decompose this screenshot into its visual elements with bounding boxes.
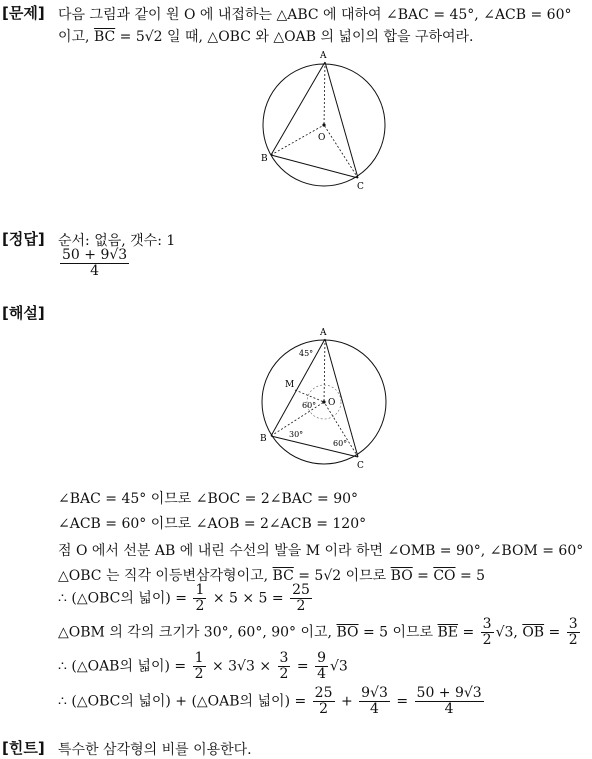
segment-bc: $\overline{BC}$ bbox=[272, 568, 294, 584]
vertex-b-label: B bbox=[261, 154, 268, 164]
side-ac bbox=[325, 62, 358, 178]
segment-co: $\overline{CO}$ bbox=[433, 568, 456, 584]
circle-figure-1 bbox=[255, 48, 395, 194]
answer-order: 순서: 없음, 갯수: 1 bbox=[58, 233, 176, 249]
angle-45-label: 45° bbox=[299, 349, 314, 358]
point-m-label: M bbox=[285, 380, 295, 390]
fraction bbox=[278, 651, 291, 682]
fraction bbox=[193, 651, 206, 682]
frac-denominator: 2 bbox=[279, 666, 289, 682]
frac-numerator: 3 bbox=[482, 616, 492, 632]
solution-line-2: ∠ACB = 60° 이므로 ∠AOB = 2∠ACB = 120° bbox=[58, 516, 367, 532]
answer-frac bbox=[60, 248, 129, 279]
problem-text: = 5√2 일 때, △OBC 와 △OAB 의 넓이의 합을 구하여라. bbox=[115, 29, 474, 45]
frac-numerator: 9√3 bbox=[361, 685, 388, 701]
center-point bbox=[322, 400, 325, 403]
segment-ob bbox=[271, 125, 324, 155]
frac-numerator: 1 bbox=[195, 582, 205, 598]
hint-text: 특수한 삼각형의 비를 이용한다. bbox=[58, 742, 252, 758]
text: √3, bbox=[495, 624, 523, 641]
text: ∴ (△OBC의 넓이) = bbox=[58, 590, 192, 607]
segment-bc: $\overline{BC}$ bbox=[93, 29, 116, 45]
fraction bbox=[481, 617, 494, 648]
vertex-a-label: A bbox=[320, 328, 327, 338]
solution-line-6 bbox=[58, 617, 582, 648]
hint-label: [힌트] bbox=[2, 739, 45, 757]
segment-be: $\overline{BE}$ bbox=[437, 624, 459, 641]
vertex-c-label: C bbox=[357, 461, 364, 471]
text: × 3√3 × bbox=[207, 658, 276, 675]
segment-bo: $\overline{BO}$ bbox=[390, 568, 413, 584]
answer-fraction bbox=[58, 248, 131, 279]
side-ab bbox=[271, 339, 325, 436]
center-o-label: O bbox=[328, 398, 336, 408]
problem-label: [문제] bbox=[2, 4, 45, 22]
center-o-label: O bbox=[318, 133, 326, 143]
solution-line-7 bbox=[58, 651, 348, 682]
segment-ob: $\overline{OB}$ bbox=[522, 624, 545, 641]
text: × 5 × 5 = bbox=[208, 590, 289, 607]
segment-bo: $\overline{BO}$ bbox=[336, 624, 359, 641]
frac-numerator: 25 bbox=[292, 582, 310, 598]
solution-line-3: 점 O 에서 선분 AB 에 내린 수선의 발을 M 이라 하면 ∠OMB = 90°, ∠BOM = 60° bbox=[58, 543, 584, 559]
vertex-c-label: C bbox=[357, 182, 364, 192]
frac-denominator: 2 bbox=[194, 666, 204, 682]
text: + bbox=[336, 693, 358, 710]
solution-line-1: ∠BAC = 45° 이므로 ∠BOC = 2∠BAC = 90° bbox=[58, 491, 359, 507]
frac-numerator: 50 + 9√3 bbox=[62, 247, 128, 263]
angle-30-label: 30° bbox=[289, 430, 304, 439]
frac-numerator: 3 bbox=[568, 616, 578, 632]
segment-oa bbox=[324, 339, 325, 402]
frac-denominator: 2 bbox=[319, 701, 329, 717]
text: √3 bbox=[329, 658, 348, 675]
frac-numerator: 25 bbox=[314, 685, 333, 701]
frac-denominator: 4 bbox=[370, 701, 379, 717]
text: = 5√2 이므로 bbox=[293, 568, 391, 584]
problem-line-2 bbox=[58, 26, 474, 46]
text: = 5 이므로 bbox=[358, 624, 438, 641]
fraction bbox=[290, 583, 312, 614]
frac-denominator: 2 bbox=[482, 632, 492, 648]
text: = bbox=[544, 624, 565, 641]
segment-oc bbox=[324, 402, 358, 457]
angle-60-c-label: 60° bbox=[333, 439, 348, 448]
solution-label: [해설] bbox=[2, 304, 45, 322]
frac-numerator: 9 bbox=[317, 650, 326, 666]
solution-line-5 bbox=[58, 583, 314, 614]
frac-numerator: 3 bbox=[279, 650, 289, 666]
fraction bbox=[359, 686, 390, 717]
problem-text: 이고, bbox=[58, 29, 94, 45]
frac-numerator: 50 + 9√3 bbox=[416, 685, 482, 701]
text: ∴ (△OBC의 넓이) + (△OAB의 넓이) = bbox=[58, 693, 311, 710]
fraction bbox=[567, 617, 580, 648]
fraction bbox=[193, 583, 206, 614]
text: ∴ (△OAB의 넓이) = bbox=[58, 658, 191, 675]
solution-line-4 bbox=[58, 565, 485, 585]
fraction bbox=[315, 651, 328, 682]
text: = bbox=[412, 568, 434, 584]
vertex-a-label: A bbox=[320, 51, 327, 61]
text: △OBC 는 직각 이등변삼각형이고, bbox=[58, 568, 273, 584]
text: △OBM 의 각의 크기가 30°, 60°, 90° 이고, bbox=[58, 624, 337, 641]
solution-line-8 bbox=[58, 686, 486, 717]
side-bc bbox=[271, 155, 358, 178]
text: = bbox=[292, 658, 314, 675]
answer-label: [정답] bbox=[2, 230, 45, 248]
frac-numerator: 1 bbox=[194, 650, 204, 666]
vertex-b-label: B bbox=[260, 434, 267, 444]
text: = bbox=[391, 693, 413, 710]
frac-denominator: 2 bbox=[568, 632, 578, 648]
frac-denominator: 4 bbox=[90, 263, 100, 279]
angle-60-m-label: 60° bbox=[302, 401, 317, 410]
circle-figure-2 bbox=[255, 324, 395, 472]
frac-denominator: 4 bbox=[317, 666, 326, 682]
fraction bbox=[415, 686, 484, 717]
center-point bbox=[322, 123, 325, 126]
fraction bbox=[313, 686, 335, 717]
text: = 5 bbox=[455, 568, 486, 584]
side-ab bbox=[271, 62, 325, 155]
frac-denominator: 4 bbox=[444, 701, 454, 717]
frac-denominator: 2 bbox=[296, 598, 306, 614]
problem-line-1: 다음 그림과 같이 원 O 에 내접하는 △ABC 에 대하여 ∠BAC = 45°, ∠ACB = 60° bbox=[58, 7, 572, 23]
frac-denominator: 2 bbox=[195, 598, 205, 614]
segment-oa bbox=[324, 62, 325, 125]
text: = bbox=[458, 624, 479, 641]
